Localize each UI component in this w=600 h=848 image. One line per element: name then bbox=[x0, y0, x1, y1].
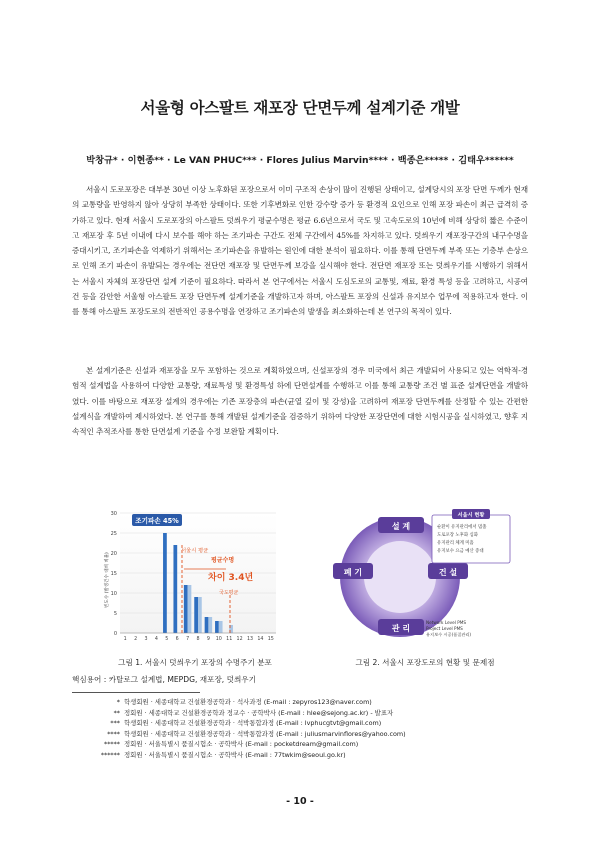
chart-x-tick-label: 1 bbox=[123, 637, 127, 642]
chart-y-tick-label: 25 bbox=[110, 530, 117, 537]
author-list: 박창규* · 이현종** · Le VAN PHUC*** · Flores Julius Marvin**** · 백종은***** · 김태우****** bbox=[86, 155, 514, 166]
chart-y-tick-label: 5 bbox=[113, 610, 117, 617]
national-avg-label: 국도평균 bbox=[219, 590, 239, 596]
chart-x-tick-label: 2 bbox=[134, 637, 138, 642]
seoul-status-box bbox=[432, 509, 510, 563]
svg-text:서울시 현황: 서울시 현황 bbox=[457, 512, 485, 519]
chart-y-tick-label: 30 bbox=[110, 510, 117, 517]
page-number: - 10 - bbox=[286, 796, 314, 807]
paper-title: 서울형 아스팔트 재포장 단면두께 설계기준 개발 bbox=[140, 99, 460, 117]
chart-bar-blue-6 bbox=[173, 545, 177, 633]
body-paragraph-2: 본 설계기준은 신설과 재포장을 모두 포함하는 것으로 계획하였으며, 신설포장의 경우 미국에서 최근 개발되어 사용되고 있는 역학적-경험적 설계법을 사용하여 다양한 교통량, 재료특성 및 환경특성 하에 단면설계를 수행하고 이를 통해 교통량 조건 별 표준 설계단면을 개발하였다. 이를 바탕으로 재포장 설계의 경우에는 기존 포장층의 파손(균열 깊이 및 강성)을 고려하여 재포장 단면두께를 산정할 수 있는 간편한 설계식을 개발하여 제시하였다. 본 연구를 통해 개발된 설계기준을 검증하기 위하여 다양한 포장단면에 대한 시험시공을 실시하였고, 향후 지속적인 추적조사를 통한 단면설계 기준을 수정 보완할 계획이다. bbox=[72, 366, 528, 436]
seoul-avg-label: 서울시 평균 bbox=[181, 548, 209, 554]
chart-x-tick-label: 8 bbox=[196, 637, 200, 642]
chart-y-tick-label: 15 bbox=[110, 570, 117, 577]
chart-x-tick-label: 5 bbox=[165, 637, 169, 642]
mgmt-item: Network Level PMS bbox=[426, 620, 466, 625]
mgmt-item: 유지보수 시공(품질관리) bbox=[426, 632, 472, 637]
chart-bar-light-8 bbox=[198, 597, 202, 633]
chart-y-tick-label: 0 bbox=[113, 630, 117, 637]
avg-life-label: 평균수명 bbox=[211, 557, 235, 564]
status-item: 순환이 유지관리에서 멈춤 bbox=[437, 525, 487, 530]
svg-text:관 리: 관 리 bbox=[391, 624, 411, 633]
footnote-divider bbox=[72, 692, 200, 693]
chart-bar-light-10 bbox=[219, 621, 223, 633]
chart-x-tick-label: 10 bbox=[215, 637, 222, 642]
status-item: 도로포장 노후화 심화 bbox=[437, 533, 478, 538]
keywords: 핵심용어 : 카탈로그 설계법, MEPDG, 재포장, 덧씌우기 bbox=[72, 675, 256, 684]
stage-construction bbox=[428, 563, 468, 579]
stage-management bbox=[378, 619, 424, 635]
footnote: *** 학생회원 · 세종대학교 건설환경공학과 · 석박통합과정 (E-mail : lvphucgtvt@gmail.com) bbox=[110, 719, 382, 728]
status-item: 유지보수 요금 예산 증대 bbox=[437, 549, 484, 554]
svg-text:폐 기: 폐 기 bbox=[343, 568, 363, 577]
figure-1-chart bbox=[98, 505, 283, 650]
chart-x-tick-label: 7 bbox=[186, 637, 190, 642]
chart-y-tick-label: 20 bbox=[110, 550, 117, 557]
avg-life-diff: 차이 3.4년 bbox=[208, 573, 254, 583]
svg-text:건 설: 건 설 bbox=[438, 568, 458, 577]
chart-x-tick-label: 12 bbox=[236, 637, 243, 642]
footnote: ** 정회원 · 세종대학교 건설환경공학과 정교수 · 공학박사 (E-mail : hlee@sejong.ac.kr) - 발표자 bbox=[113, 708, 394, 717]
chart-bar-light-9 bbox=[208, 617, 212, 633]
chart-ylabel: 빈도수 (발생건수 대비 비율) bbox=[105, 552, 110, 608]
chart-bar-blue-9 bbox=[205, 617, 209, 633]
chart-x-tick-label: 3 bbox=[144, 637, 148, 642]
chart-bar-blue-5 bbox=[163, 533, 167, 633]
chart-x-tick-label: 14 bbox=[257, 637, 264, 642]
lifecycle-ring-inner bbox=[364, 541, 436, 613]
chart-x-tick-label: 15 bbox=[267, 637, 274, 642]
stage-design bbox=[378, 517, 424, 533]
chart-bar-blue-7 bbox=[184, 585, 188, 633]
stage-disposal bbox=[333, 563, 373, 579]
svg-text:설 계: 설 계 bbox=[391, 522, 411, 531]
chart-bar-blue-8 bbox=[194, 597, 198, 633]
early-damage-badge: 조기파손 45% bbox=[135, 517, 179, 525]
chart-x-tick-label: 9 bbox=[206, 637, 210, 642]
mgmt-item: Project Level PMS bbox=[426, 626, 463, 631]
figure-1-caption: 그림 1. 서울시 덧씌우기 포장의 수명주기 분포 bbox=[118, 658, 272, 667]
footnote: * 학생회원 · 세종대학교 건설환경공학과 · 석사과정 (E-mail : zepyros123@naver.com) bbox=[116, 698, 372, 706]
body-paragraph-1: 서울시 도로포장은 대부분 30년 이상 노후화된 포장으로서 이미 구조적 손상이 많이 진행된 상태이고, 설계당시의 포장 단면 두께가 현재의 교통량을 반영하지 않아 상당히 부족한 상태이다. 또한 기후변화로 인한 강수량 증가 등 환경적 요인으로 인해 포장 파손이 최근 급격히 증가하고 있다. 현재 서울시 도로포장의 아스팔트 덧씌우기 평균수명은 평균 6.6년으로서 국도 및 고속도로의 10년에 비해 상당히 짧은 수준이고 재포장 후 5년 이내에 다시 보수를 해야 하는 조기파손 구간도 전체 구간에서 45%를 차지하고 있다. 덧씌우기 재포장구간의 내구수명을 증대시키고, 조기파손을 억제하기 위해서는 조기파손을 유발하는 원인에 대한 분석이 필요하다. 이를 통해 단면두께 부족 또는 기층부 손상으로 인해 조기 파손이 유발되는 경우에는 전단면 재포장 및 단면두께 보강을 실시해야 한다. 전단면 재포장 또는 덧씌우기를 시행하기 위해서는 서울시 자체의 포장단면 설계 기준이 필요하다. 따라서 본 연구에서는 서울시 도심도로의 교통및, 재료, 환경 특성 등을 고려하고, 시공여건 등을 감안한 서울형 아스팔트 포장 단면두께 설계기준을 개발하고자 하며, 아스팔트 포장의 신설과 유지보수 업무에 적용하고자 한다. 이를 통해 아스팔트 포장도로의 전반적인 공용수명을 연장하고 조기파손의 발생을 최소화하는데 본 연구의 목적이 있다. bbox=[72, 185, 528, 316]
chart-x-tick-label: 11 bbox=[226, 637, 233, 642]
status-item: 유지관리 체계 미흡 bbox=[437, 541, 474, 546]
footnotes bbox=[72, 697, 532, 761]
figure-2-caption: 그림 2. 서울시 포장도로의 현황 및 문제점 bbox=[355, 658, 495, 667]
footnote: ***** 정회원 · 서울특별시 품질시험소 · 공학박사 (E-mail : pocketdream@gmail.com) bbox=[104, 740, 359, 749]
chart-x-tick-label: 6 bbox=[175, 637, 179, 642]
chart-x-tick-label: 4 bbox=[154, 637, 158, 642]
chart-x-tick-label: 13 bbox=[246, 637, 254, 642]
footnote: **** 학생회원 · 세종대학교 건설환경공학과 · 석박통합과정 (E-mail : juliusmarvinflores@yahoo.com) bbox=[107, 729, 406, 738]
chart-bar-blue-10 bbox=[215, 621, 219, 633]
chart-bar-light-7 bbox=[188, 585, 192, 633]
chart-y-tick-label: 10 bbox=[110, 590, 117, 597]
figure-2-diagram bbox=[328, 505, 528, 650]
footnote: ****** 정회원 · 서울특별시 품질시험소 · 공학박사 (E-mail : 77twkim@seoul.go.kr) bbox=[100, 750, 346, 759]
